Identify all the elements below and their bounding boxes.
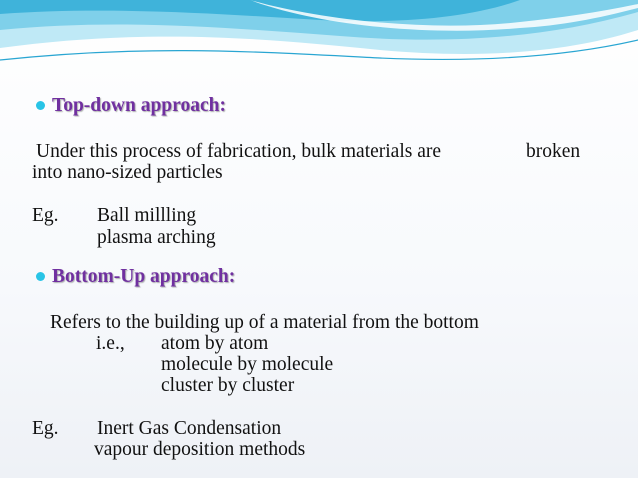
bullet-icon: [36, 101, 45, 110]
body-text-line: into nano-sized particles: [32, 162, 223, 183]
ie-label: i.e.,: [96, 333, 125, 354]
example-item: Ball millling: [97, 205, 197, 226]
body-text-line: broken: [526, 141, 581, 162]
decorative-wave-banner: [0, 0, 638, 80]
example-item: vapour deposition methods: [94, 439, 306, 460]
section-heading-top-down: Top-down approach:: [52, 95, 226, 116]
section-heading-bottom-up: Bottom-Up approach:: [52, 266, 236, 287]
ie-item: atom by atom: [161, 333, 269, 354]
ie-item: molecule by molecule: [161, 354, 334, 375]
ie-item: cluster by cluster: [161, 375, 295, 396]
example-item: plasma arching: [97, 227, 216, 248]
example-item: Inert Gas Condensation: [97, 418, 282, 439]
example-label: Eg.: [32, 205, 59, 226]
bullet-icon: [36, 272, 45, 281]
body-text-line: Refers to the building up of a material from the bottom: [50, 312, 479, 333]
example-label: Eg.: [32, 418, 59, 439]
body-text-line: Under this process of fabrication, bulk materials are: [36, 141, 442, 162]
